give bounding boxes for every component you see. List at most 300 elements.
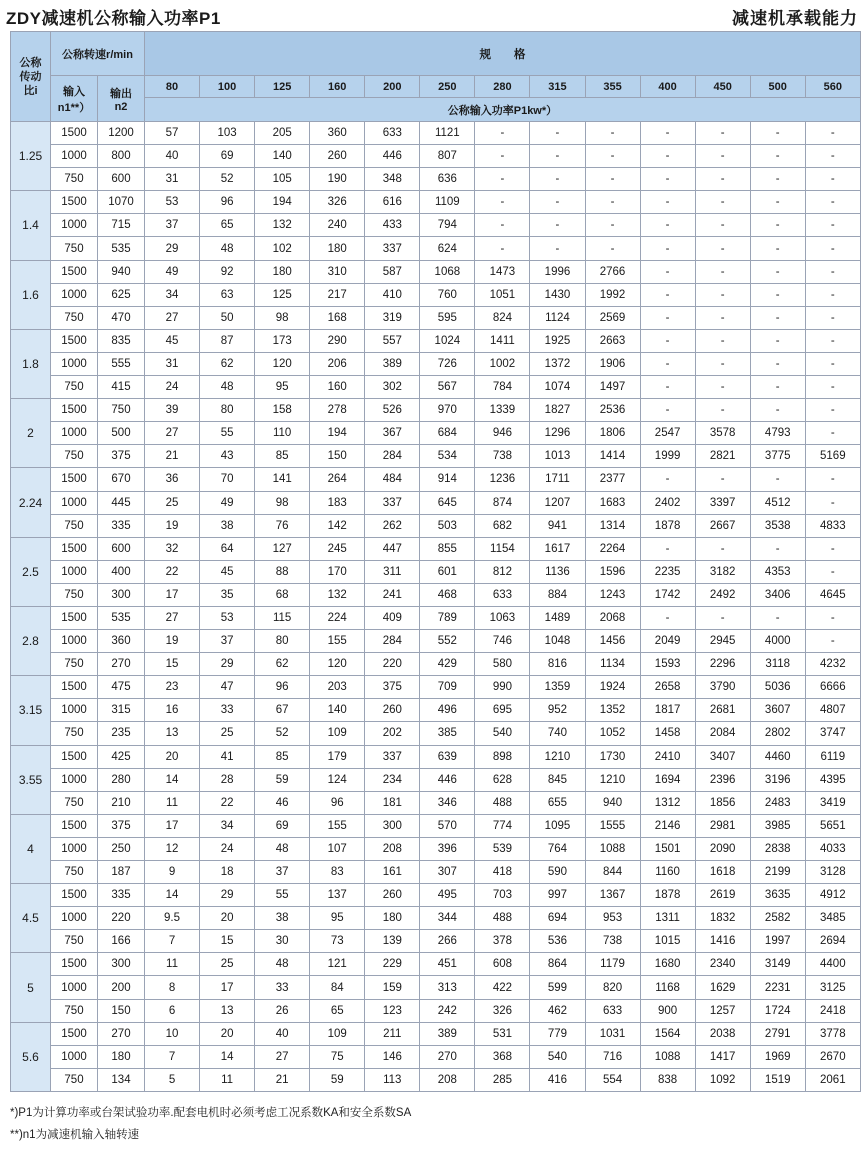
footnote-1: *)P1为计算功率或台架试验功率.配套电机时必须考虑工况系数KA和安全系数SA (10, 1107, 412, 1119)
power-cell: 1168 (640, 976, 695, 999)
power-cell: 75 (310, 1045, 365, 1068)
power-cell: 884 (530, 583, 585, 606)
power-cell: 2569 (585, 306, 640, 329)
input-speed-cell: 1000 (51, 630, 98, 653)
power-cell: 695 (475, 699, 530, 722)
output-speed-cell: 166 (98, 930, 145, 953)
ratio-cell: 5.6 (11, 1022, 51, 1091)
power-cell: 590 (530, 861, 585, 884)
power-cell: 526 (365, 399, 420, 422)
power-cell: 24 (145, 376, 200, 399)
power-cell: 344 (420, 907, 475, 930)
power-cell: 132 (255, 214, 310, 237)
power-cell: 820 (585, 976, 640, 999)
power-cell: 240 (310, 214, 365, 237)
input-speed-cell: 1500 (51, 953, 98, 976)
power-cell: - (805, 630, 860, 653)
output-speed-cell: 1070 (98, 191, 145, 214)
power-cell: 24 (200, 837, 255, 860)
size-header: 560 (805, 76, 860, 98)
power-cell: 684 (420, 422, 475, 445)
power-cell: - (805, 329, 860, 352)
power-cell: 348 (365, 168, 420, 191)
power-cell: 645 (420, 491, 475, 514)
input-speed-cell: 1000 (51, 283, 98, 306)
power-cell: 3419 (805, 791, 860, 814)
power-cell: - (530, 122, 585, 145)
output-speed-cell: 270 (98, 1022, 145, 1045)
output-speed-cell: 425 (98, 745, 145, 768)
ratio-cell: 1.6 (11, 260, 51, 329)
output-speed-cell: 835 (98, 329, 145, 352)
power-cell: 774 (475, 814, 530, 837)
input-speed-cell: 750 (51, 722, 98, 745)
power-cell: 161 (365, 861, 420, 884)
power-cell: 124 (310, 768, 365, 791)
power-cell: 29 (145, 237, 200, 260)
power-cell: - (695, 237, 750, 260)
input-speed-cell: 1000 (51, 560, 98, 583)
power-cell: 69 (255, 814, 310, 837)
power-cell: - (475, 191, 530, 214)
power-cell: 241 (365, 583, 420, 606)
power-cell: - (695, 145, 750, 168)
power-cell: 3778 (805, 1022, 860, 1045)
power-cell: 703 (475, 884, 530, 907)
power-cell: 3128 (805, 861, 860, 884)
table-row (11, 606, 861, 629)
power-cell: 990 (475, 676, 530, 699)
power-cell: 1827 (530, 399, 585, 422)
power-cell: - (640, 145, 695, 168)
power-cell: 389 (365, 352, 420, 375)
table-row (11, 930, 861, 953)
power-cell: 13 (200, 999, 255, 1022)
power-cell: 109 (310, 1022, 365, 1045)
power-cell: 159 (365, 976, 420, 999)
power-cell: - (695, 214, 750, 237)
power-cell: 203 (310, 676, 365, 699)
power-cell: 539 (475, 837, 530, 860)
power-cell: 205 (255, 122, 310, 145)
table-row (11, 445, 861, 468)
power-cell: 55 (200, 422, 255, 445)
power-cell: 59 (255, 768, 310, 791)
table-row (11, 468, 861, 491)
power-cell: 12 (145, 837, 200, 860)
power-cell: - (530, 214, 585, 237)
power-cell: 18 (200, 861, 255, 884)
table-row (11, 145, 861, 168)
power-cell: 14 (145, 884, 200, 907)
power-cell: 4793 (750, 422, 805, 445)
power-cell: 180 (255, 260, 310, 283)
power-cell: 40 (255, 1022, 310, 1045)
power-cell: 5169 (805, 445, 860, 468)
power-cell: 496 (420, 699, 475, 722)
power-cell: 1088 (585, 837, 640, 860)
power-cell: 40 (145, 145, 200, 168)
size-header: 200 (365, 76, 420, 98)
power-cell: 694 (530, 907, 585, 930)
power-cell: 536 (530, 930, 585, 953)
table-row (11, 653, 861, 676)
power-cell: - (805, 122, 860, 145)
power-cell: 85 (255, 445, 310, 468)
power-cell: 2396 (695, 768, 750, 791)
power-cell: 208 (420, 1068, 475, 1091)
output-speed-cell: 535 (98, 606, 145, 629)
power-cell: 552 (420, 630, 475, 653)
power-cell: 3397 (695, 491, 750, 514)
power-cell: 4232 (805, 653, 860, 676)
power-cell: 1430 (530, 283, 585, 306)
power-cell: - (585, 237, 640, 260)
power-cell: 19 (145, 514, 200, 537)
page-header (0, 0, 868, 30)
power-cell: 2038 (695, 1022, 750, 1045)
power-cell: 229 (365, 953, 420, 976)
section-title: 减速机承载能力 (732, 9, 858, 28)
ratio-cell: 4.5 (11, 884, 51, 953)
power-cell: 636 (420, 168, 475, 191)
power-cell: 844 (585, 861, 640, 884)
output-speed-cell: 280 (98, 768, 145, 791)
power-cell: 367 (365, 422, 420, 445)
power-cell: 900 (640, 999, 695, 1022)
power-cell: 5651 (805, 814, 860, 837)
power-cell: 220 (365, 653, 420, 676)
power-cell: 140 (310, 699, 365, 722)
table-row (11, 514, 861, 537)
input-speed-cell: 750 (51, 930, 98, 953)
power-cell: - (805, 606, 860, 629)
power-cell: 378 (475, 930, 530, 953)
power-cell: - (805, 283, 860, 306)
power-cell: 2199 (750, 861, 805, 884)
power-cell: 1996 (530, 260, 585, 283)
power-cell: 38 (255, 907, 310, 930)
power-cell: 1160 (640, 861, 695, 884)
table-row (11, 884, 861, 907)
input-speed-cell: 1000 (51, 352, 98, 375)
output-speed-cell: 315 (98, 699, 145, 722)
power-cell: 601 (420, 560, 475, 583)
power-cell: 65 (310, 999, 365, 1022)
power-cell: 2945 (695, 630, 750, 653)
power-cell: 2340 (695, 953, 750, 976)
power-cell: 864 (530, 953, 585, 976)
power-cell: 3407 (695, 745, 750, 768)
power-cell: 1013 (530, 445, 585, 468)
table-row (11, 1022, 861, 1045)
power-cell: 20 (200, 907, 255, 930)
power-cell: 266 (420, 930, 475, 953)
power-cell: 2582 (750, 907, 805, 930)
power-cell: 2670 (805, 1045, 860, 1068)
power-cell: 217 (310, 283, 365, 306)
power-cell: - (640, 168, 695, 191)
table-row (11, 122, 861, 145)
power-cell: - (750, 537, 805, 560)
power-cell: 98 (255, 491, 310, 514)
power-cell: 4512 (750, 491, 805, 514)
power-cell: 285 (475, 1068, 530, 1091)
power-cell: 655 (530, 791, 585, 814)
power-cell: 73 (310, 930, 365, 953)
table-row (11, 422, 861, 445)
power-cell: 11 (200, 1068, 255, 1091)
power-cell: - (530, 191, 585, 214)
table-head (11, 32, 861, 122)
power-cell: 137 (310, 884, 365, 907)
power-cell: 3125 (805, 976, 860, 999)
size-header: 450 (695, 76, 750, 98)
power-cell: 1257 (695, 999, 750, 1022)
power-cell: 416 (530, 1068, 585, 1091)
power-cell: 534 (420, 445, 475, 468)
output-speed-cell: 535 (98, 237, 145, 260)
power-cell: 855 (420, 537, 475, 560)
power-cell: 1095 (530, 814, 585, 837)
power-cell: 15 (200, 930, 255, 953)
power-cell: 812 (475, 560, 530, 583)
power-cell: 540 (530, 1045, 585, 1068)
power-cell: 96 (255, 676, 310, 699)
power-cell: 30 (255, 930, 310, 953)
power-cell: - (640, 306, 695, 329)
power-cell: 1052 (585, 722, 640, 745)
table-row (11, 491, 861, 514)
power-cell: 62 (200, 352, 255, 375)
power-cell: 337 (365, 491, 420, 514)
power-cell: 2658 (640, 676, 695, 699)
power-cell: - (585, 122, 640, 145)
power-cell: 48 (200, 237, 255, 260)
table-row (11, 399, 861, 422)
power-cell: 63 (200, 283, 255, 306)
power-cell: - (585, 145, 640, 168)
output-speed-header: 输出 n2 (98, 76, 145, 122)
power-cell: 1051 (475, 283, 530, 306)
power-cell: 7 (145, 1045, 200, 1068)
output-speed-cell: 1200 (98, 122, 145, 145)
output-speed-cell: 475 (98, 676, 145, 699)
power-cell: 65 (200, 214, 255, 237)
power-cell: 3538 (750, 514, 805, 537)
power-cell: 4912 (805, 884, 860, 907)
power-cell: - (805, 214, 860, 237)
power-cell: 155 (310, 630, 365, 653)
power-cell: 302 (365, 376, 420, 399)
power-cell: - (640, 376, 695, 399)
power-cell: 2492 (695, 583, 750, 606)
power-cell: - (640, 191, 695, 214)
power-cell: 326 (310, 191, 365, 214)
power-cell: - (805, 491, 860, 514)
power-cell: - (805, 260, 860, 283)
output-speed-cell: 800 (98, 145, 145, 168)
power-cell: 1024 (420, 329, 475, 352)
power-cell: 127 (255, 537, 310, 560)
table-row (11, 768, 861, 791)
power-cell: 2663 (585, 329, 640, 352)
power-cell: 396 (420, 837, 475, 860)
power-cell: - (695, 468, 750, 491)
table-row (11, 283, 861, 306)
input-speed-cell: 750 (51, 1068, 98, 1091)
power-cell: 633 (475, 583, 530, 606)
footnote-2: **)n1为减速机输入轴转速 (10, 1129, 140, 1141)
page-title: ZDY减速机公称输入功率P1 (6, 9, 221, 28)
power-cell: 6666 (805, 676, 860, 699)
power-cell: 53 (200, 606, 255, 629)
power-cell: 608 (475, 953, 530, 976)
power-cell: 48 (255, 837, 310, 860)
power-cell: 1711 (530, 468, 585, 491)
power-cell: - (805, 306, 860, 329)
power-cell: 587 (365, 260, 420, 283)
power-cell: 80 (200, 399, 255, 422)
input-speed-cell: 1000 (51, 422, 98, 445)
output-speed-cell: 500 (98, 422, 145, 445)
power-cell: 2084 (695, 722, 750, 745)
output-speed-cell: 940 (98, 260, 145, 283)
power-cell: 738 (585, 930, 640, 953)
output-speed-cell: 715 (98, 214, 145, 237)
power-cell: 41 (200, 745, 255, 768)
power-cell: 123 (365, 999, 420, 1022)
ratio-cell: 1.8 (11, 329, 51, 398)
power-cell: 946 (475, 422, 530, 445)
output-speed-cell: 750 (98, 399, 145, 422)
ratio-cell: 1.4 (11, 191, 51, 260)
input-speed-cell: 1500 (51, 468, 98, 491)
output-speed-cell: 555 (98, 352, 145, 375)
power-cell: - (475, 214, 530, 237)
power-header: 公称输入功率P1kw*） (145, 98, 861, 122)
power-cell: - (640, 329, 695, 352)
table-row (11, 306, 861, 329)
table-row (11, 352, 861, 375)
power-cell: 1088 (640, 1045, 695, 1068)
power-cell: - (695, 283, 750, 306)
input-speed-cell: 1500 (51, 537, 98, 560)
table-row (11, 583, 861, 606)
power-cell: 22 (145, 560, 200, 583)
power-cell: 260 (310, 145, 365, 168)
power-cell: 1296 (530, 422, 585, 445)
power-cell: 2061 (805, 1068, 860, 1091)
power-cell: 190 (310, 168, 365, 191)
power-cell: 914 (420, 468, 475, 491)
input-speed-cell: 1000 (51, 768, 98, 791)
power-cell: - (530, 145, 585, 168)
power-cell: 1617 (530, 537, 585, 560)
table-row (11, 745, 861, 768)
power-cell: 1031 (585, 1022, 640, 1045)
power-cell: 2619 (695, 884, 750, 907)
power-cell: 838 (640, 1068, 695, 1091)
power-cell: 570 (420, 814, 475, 837)
power-cell: 179 (310, 745, 365, 768)
power-cell: 13 (145, 722, 200, 745)
input-speed-cell: 750 (51, 861, 98, 884)
power-cell: 38 (200, 514, 255, 537)
power-cell: 142 (310, 514, 365, 537)
power-cell: - (585, 214, 640, 237)
power-cell: - (750, 214, 805, 237)
power-cell: 633 (365, 122, 420, 145)
power-cell: 746 (475, 630, 530, 653)
power-cell: 95 (310, 907, 365, 930)
power-cell: 103 (200, 122, 255, 145)
power-cell: 429 (420, 653, 475, 676)
output-speed-cell: 415 (98, 376, 145, 399)
power-cell: 1832 (695, 907, 750, 930)
ratio-cell: 5 (11, 953, 51, 1022)
power-cell: 462 (530, 999, 585, 1022)
power-cell: 3182 (695, 560, 750, 583)
input-speed-header: 输入 n1**） (51, 76, 98, 122)
power-cell: 2418 (805, 999, 860, 1022)
power-cell: - (805, 168, 860, 191)
power-cell: 70 (200, 468, 255, 491)
power-cell: - (805, 399, 860, 422)
output-speed-cell: 134 (98, 1068, 145, 1091)
power-cell: 121 (310, 953, 365, 976)
power-cell: 941 (530, 514, 585, 537)
power-cell: 29 (200, 653, 255, 676)
power-cell: - (750, 191, 805, 214)
power-cell: 503 (420, 514, 475, 537)
power-cell: 55 (255, 884, 310, 907)
power-cell: 45 (200, 560, 255, 583)
power-cell: 337 (365, 237, 420, 260)
power-cell: 4395 (805, 768, 860, 791)
size-group-header: 规 格 (145, 32, 861, 76)
power-cell: 113 (365, 1068, 420, 1091)
power-cell: 49 (200, 491, 255, 514)
power-cell: 22 (200, 791, 255, 814)
power-cell: 639 (420, 745, 475, 768)
power-cell: 5 (145, 1068, 200, 1091)
input-speed-cell: 1500 (51, 884, 98, 907)
power-cell: 224 (310, 606, 365, 629)
power-cell: 779 (530, 1022, 585, 1045)
table-row (11, 214, 861, 237)
power-cell: 29 (200, 884, 255, 907)
power-cell: 567 (420, 376, 475, 399)
power-cell: 34 (145, 283, 200, 306)
power-cell: 206 (310, 352, 365, 375)
power-cell: 1243 (585, 583, 640, 606)
power-cell: 326 (475, 999, 530, 1022)
table-row (11, 1068, 861, 1091)
input-speed-cell: 1500 (51, 329, 98, 352)
power-cell: 96 (310, 791, 365, 814)
power-cell: 1730 (585, 745, 640, 768)
power-cell: 14 (200, 1045, 255, 1068)
power-cell: 1924 (585, 676, 640, 699)
power-cell: 132 (310, 583, 365, 606)
power-cell: 540 (475, 722, 530, 745)
power-cell: 50 (200, 306, 255, 329)
power-cell: - (475, 122, 530, 145)
output-speed-cell: 220 (98, 907, 145, 930)
power-cell: 36 (145, 468, 200, 491)
power-cell: 3149 (750, 953, 805, 976)
